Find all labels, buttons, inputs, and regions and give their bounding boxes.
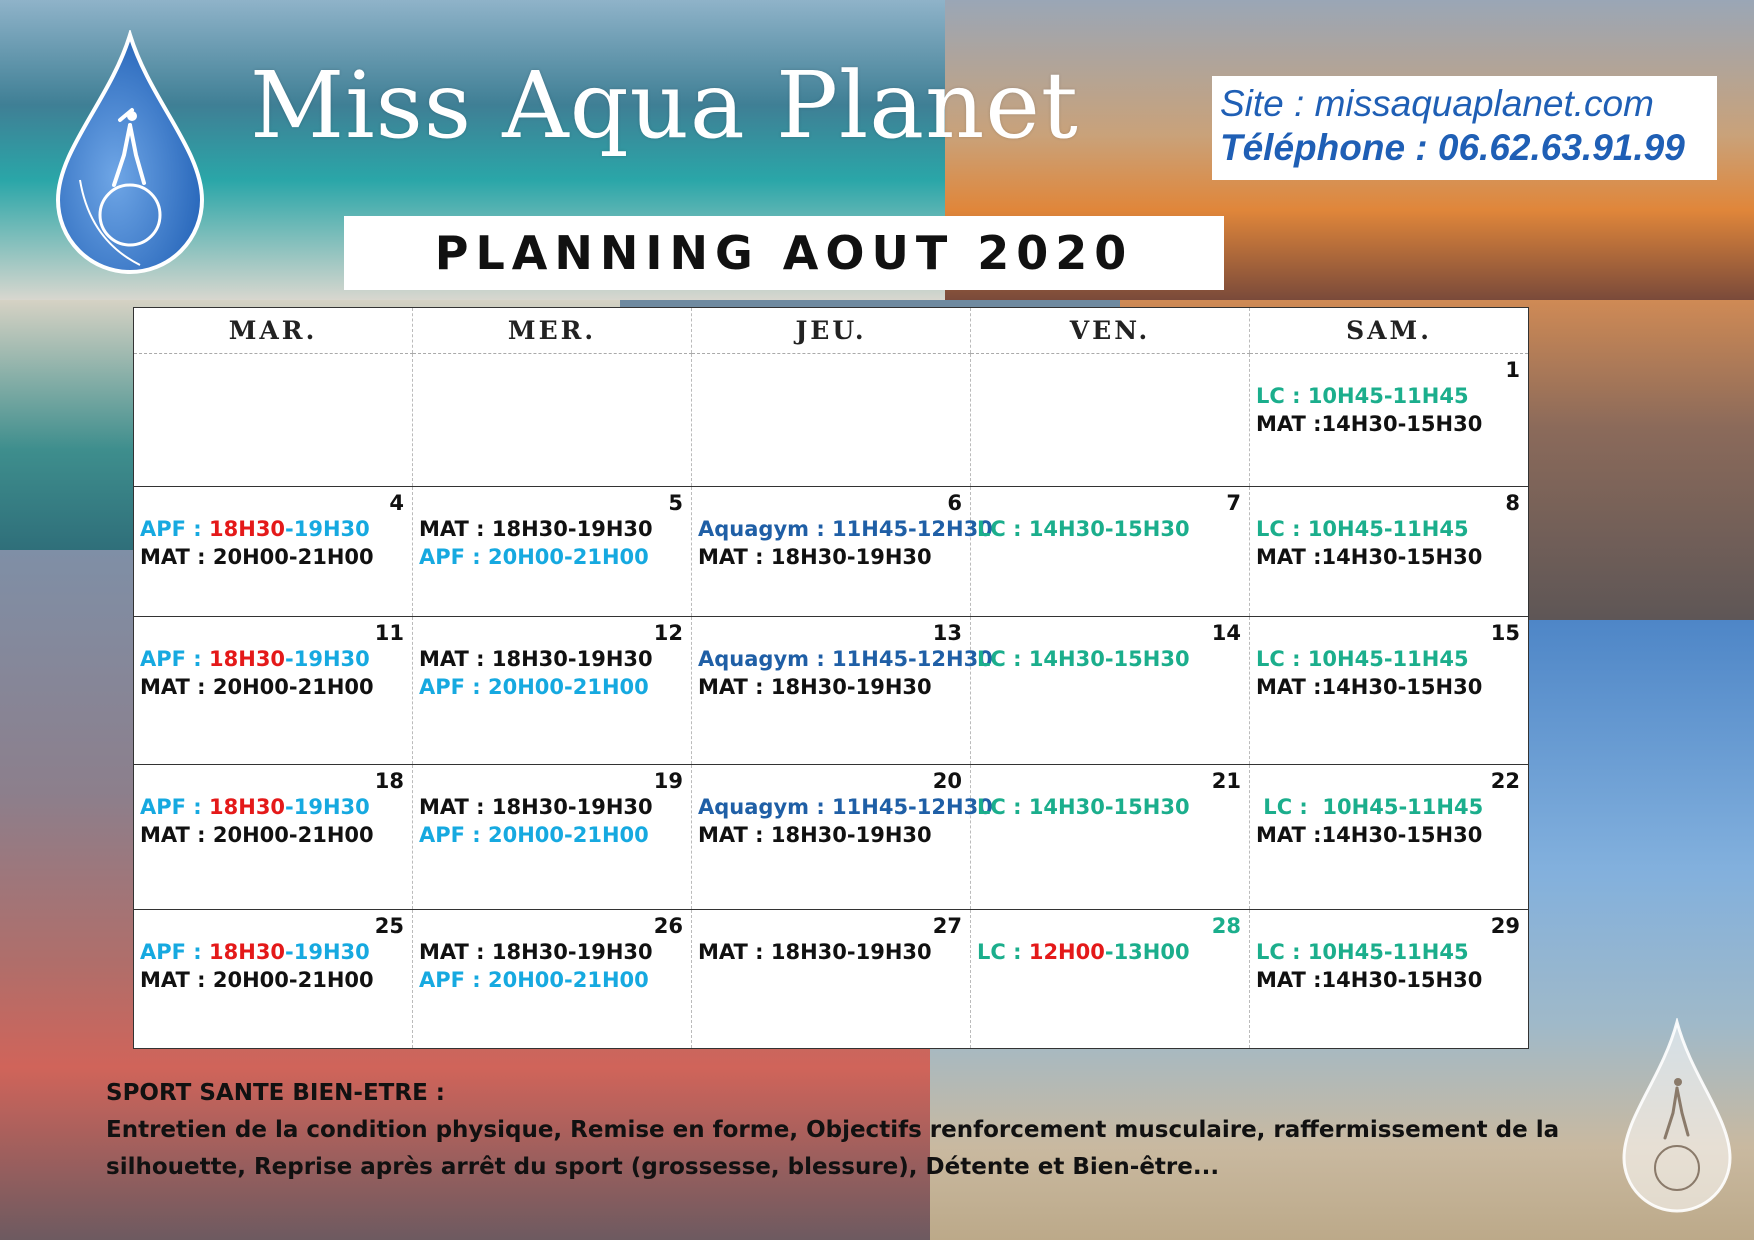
calendar-cell xyxy=(1250,765,1529,910)
calendar-table xyxy=(133,307,1529,1049)
day-number: 11 xyxy=(374,621,404,645)
calendar-cell xyxy=(413,487,692,617)
session-lc: LC : 10H45-11H45 xyxy=(1256,795,1484,819)
session-start-time: 18H30 xyxy=(209,940,286,964)
session-mat: MAT : 18H30-19H30 xyxy=(419,940,653,964)
day-number: 26 xyxy=(653,914,683,938)
session-end-time: -13H00 xyxy=(1104,940,1190,964)
day-number: 19 xyxy=(653,769,683,793)
session-label: LC : xyxy=(977,940,1029,964)
calendar-cell xyxy=(971,617,1250,765)
calendar-cell xyxy=(134,617,413,765)
session-mat: MAT : 20H00-21H00 xyxy=(140,545,374,569)
session-start-time: 18H30 xyxy=(209,795,286,819)
calendar-cell xyxy=(692,487,993,617)
session-aquagym: Aquagym : 11H45-12H30 xyxy=(698,795,993,819)
day-number: 8 xyxy=(1505,491,1520,515)
session-apf: APF : 20H00-21H00 xyxy=(419,823,649,847)
calendar-cell xyxy=(971,910,1250,1049)
calendar-week-row xyxy=(134,910,1529,1049)
calendar-week-row xyxy=(134,487,1529,617)
session-mat: MAT : 20H00-21H00 xyxy=(140,968,374,992)
calendar-cell xyxy=(1250,617,1529,765)
day-number: 13 xyxy=(932,621,962,645)
calendar-cell xyxy=(134,487,413,617)
contact-box xyxy=(1212,76,1717,180)
calendar-header-row xyxy=(134,308,1529,354)
session-apf xyxy=(140,938,404,966)
day-number: 22 xyxy=(1490,769,1520,793)
session-end-time: -19H30 xyxy=(285,940,370,964)
day-number: 14 xyxy=(1211,621,1241,645)
calendar-cell xyxy=(134,765,413,910)
calendar-week-row xyxy=(134,765,1529,910)
session-mat: MAT : 20H00-21H00 xyxy=(140,823,374,847)
session-lc: LC : 10H45-11H45 xyxy=(1256,517,1469,541)
day-number: 29 xyxy=(1490,914,1520,938)
session-end-time: -19H30 xyxy=(285,647,370,671)
session-apf xyxy=(140,515,404,543)
day-number: 4 xyxy=(389,491,404,515)
session-apf: APF : 20H00-21H00 xyxy=(419,675,649,699)
session-apf xyxy=(140,645,404,673)
session-lc: LC : 14H30-15H30 xyxy=(977,517,1190,541)
footer-line: silhouette, Reprise après arrêt du sport (grossesse, blessure), Détente et Bien-être... xyxy=(106,1154,1220,1180)
day-number: 21 xyxy=(1211,769,1241,793)
day-number: 20 xyxy=(932,769,962,793)
session-label: APF : xyxy=(140,647,210,671)
session-apf: APF : 20H00-21H00 xyxy=(419,968,649,992)
session-lc xyxy=(977,938,1241,966)
session-start-time: 12H00 xyxy=(1028,940,1105,964)
day-number: 27 xyxy=(932,914,962,938)
session-end-time: -19H30 xyxy=(285,795,370,819)
session-mat: MAT : 18H30-19H30 xyxy=(698,940,932,964)
calendar-cell xyxy=(971,765,1250,910)
day-header-mer: MER. xyxy=(413,308,692,354)
session-mat: MAT :14H30-15H30 xyxy=(1256,412,1483,436)
calendar-cell xyxy=(413,354,692,487)
session-lc: LC : 14H30-15H30 xyxy=(977,795,1190,819)
day-number: 7 xyxy=(1226,491,1241,515)
session-mat: MAT : 18H30-19H30 xyxy=(698,545,932,569)
session-mat: MAT :14H30-15H30 xyxy=(1256,823,1483,847)
day-number xyxy=(419,358,683,382)
calendar-cell xyxy=(1250,354,1529,487)
day-header-mar: MAR. xyxy=(134,308,413,354)
session-start-time: 18H30 xyxy=(209,517,286,541)
day-number xyxy=(698,358,962,382)
day-number: 28 xyxy=(1211,914,1241,938)
session-apf xyxy=(140,793,404,821)
calendar-cell xyxy=(413,617,692,765)
day-header-jeu: JEU. xyxy=(692,308,971,354)
session-mat: MAT : 18H30-19H30 xyxy=(419,795,653,819)
calendar-cell xyxy=(1250,910,1529,1049)
day-number: 25 xyxy=(374,914,404,938)
day-number: 6 xyxy=(947,491,962,515)
session-lc: LC : 10H45-11H45 xyxy=(1256,940,1469,964)
session-mat: MAT :14H30-15H30 xyxy=(1256,968,1483,992)
calendar-cell xyxy=(692,910,971,1049)
calendar-week-row xyxy=(134,617,1529,765)
telephone-text: Téléphone : 06.62.63.91.99 xyxy=(1220,127,1685,168)
calendar-cell xyxy=(134,910,413,1049)
calendar-cell xyxy=(692,354,971,487)
calendar-cell xyxy=(1250,487,1529,617)
calendar-cell xyxy=(971,487,1250,617)
footer-description xyxy=(106,1075,1606,1186)
page-title: Miss Aqua Planet xyxy=(250,52,1079,159)
day-number: 18 xyxy=(374,769,404,793)
calendar-cell xyxy=(413,910,692,1049)
day-header-ven: VEN. xyxy=(971,308,1250,354)
session-lc: LC : 10H45-11H45 xyxy=(1256,647,1469,671)
session-label: APF : xyxy=(140,940,210,964)
day-number xyxy=(140,358,404,382)
day-number: 12 xyxy=(653,621,683,645)
day-number: 5 xyxy=(668,491,683,515)
footer-line: Entretien de la condition physique, Remise en forme, Objectifs renforcement musculaire, raffermissement de la xyxy=(106,1117,1560,1143)
logo-drop-icon xyxy=(50,30,210,280)
session-mat: MAT : 18H30-19H30 xyxy=(419,647,653,671)
site-link[interactable]: Site : missaquaplanet.com xyxy=(1220,83,1654,124)
calendar-cell xyxy=(413,765,692,910)
session-mat: MAT :14H30-15H30 xyxy=(1256,545,1483,569)
session-lc: LC : 10H45-11H45 xyxy=(1256,384,1469,408)
calendar-week-row xyxy=(134,354,1529,487)
day-number xyxy=(977,358,1241,382)
session-mat: MAT :14H30-15H30 xyxy=(1256,675,1483,699)
calendar-cell xyxy=(692,617,993,765)
session-start-time: 18H30 xyxy=(209,647,286,671)
session-label: APF : xyxy=(140,517,210,541)
session-end-time: -19H30 xyxy=(285,517,370,541)
watermark-drop-icon xyxy=(1618,1018,1736,1218)
day-number: 1 xyxy=(1505,358,1520,382)
session-aquagym: Aquagym : 11H45-12H30 xyxy=(698,517,993,541)
session-mat: MAT : 18H30-19H30 xyxy=(698,823,932,847)
day-header-sam: SAM. xyxy=(1250,308,1529,354)
footer-heading: SPORT SANTE BIEN-ETRE : xyxy=(106,1080,445,1106)
session-label: APF : xyxy=(140,795,210,819)
session-mat: MAT : 18H30-19H30 xyxy=(698,675,932,699)
session-mat: MAT : 18H30-19H30 xyxy=(419,517,653,541)
day-number: 15 xyxy=(1490,621,1520,645)
calendar-cell xyxy=(971,354,1250,487)
session-mat: MAT : 20H00-21H00 xyxy=(140,675,374,699)
planning-title: PLANNING AOUT 2020 xyxy=(434,226,1134,280)
calendar-cell xyxy=(134,354,413,487)
planning-banner xyxy=(344,216,1224,290)
calendar-cell xyxy=(692,765,993,910)
session-lc: LC : 14H30-15H30 xyxy=(977,647,1190,671)
session-apf: APF : 20H00-21H00 xyxy=(419,545,649,569)
session-aquagym: Aquagym : 11H45-12H30 xyxy=(698,647,993,671)
